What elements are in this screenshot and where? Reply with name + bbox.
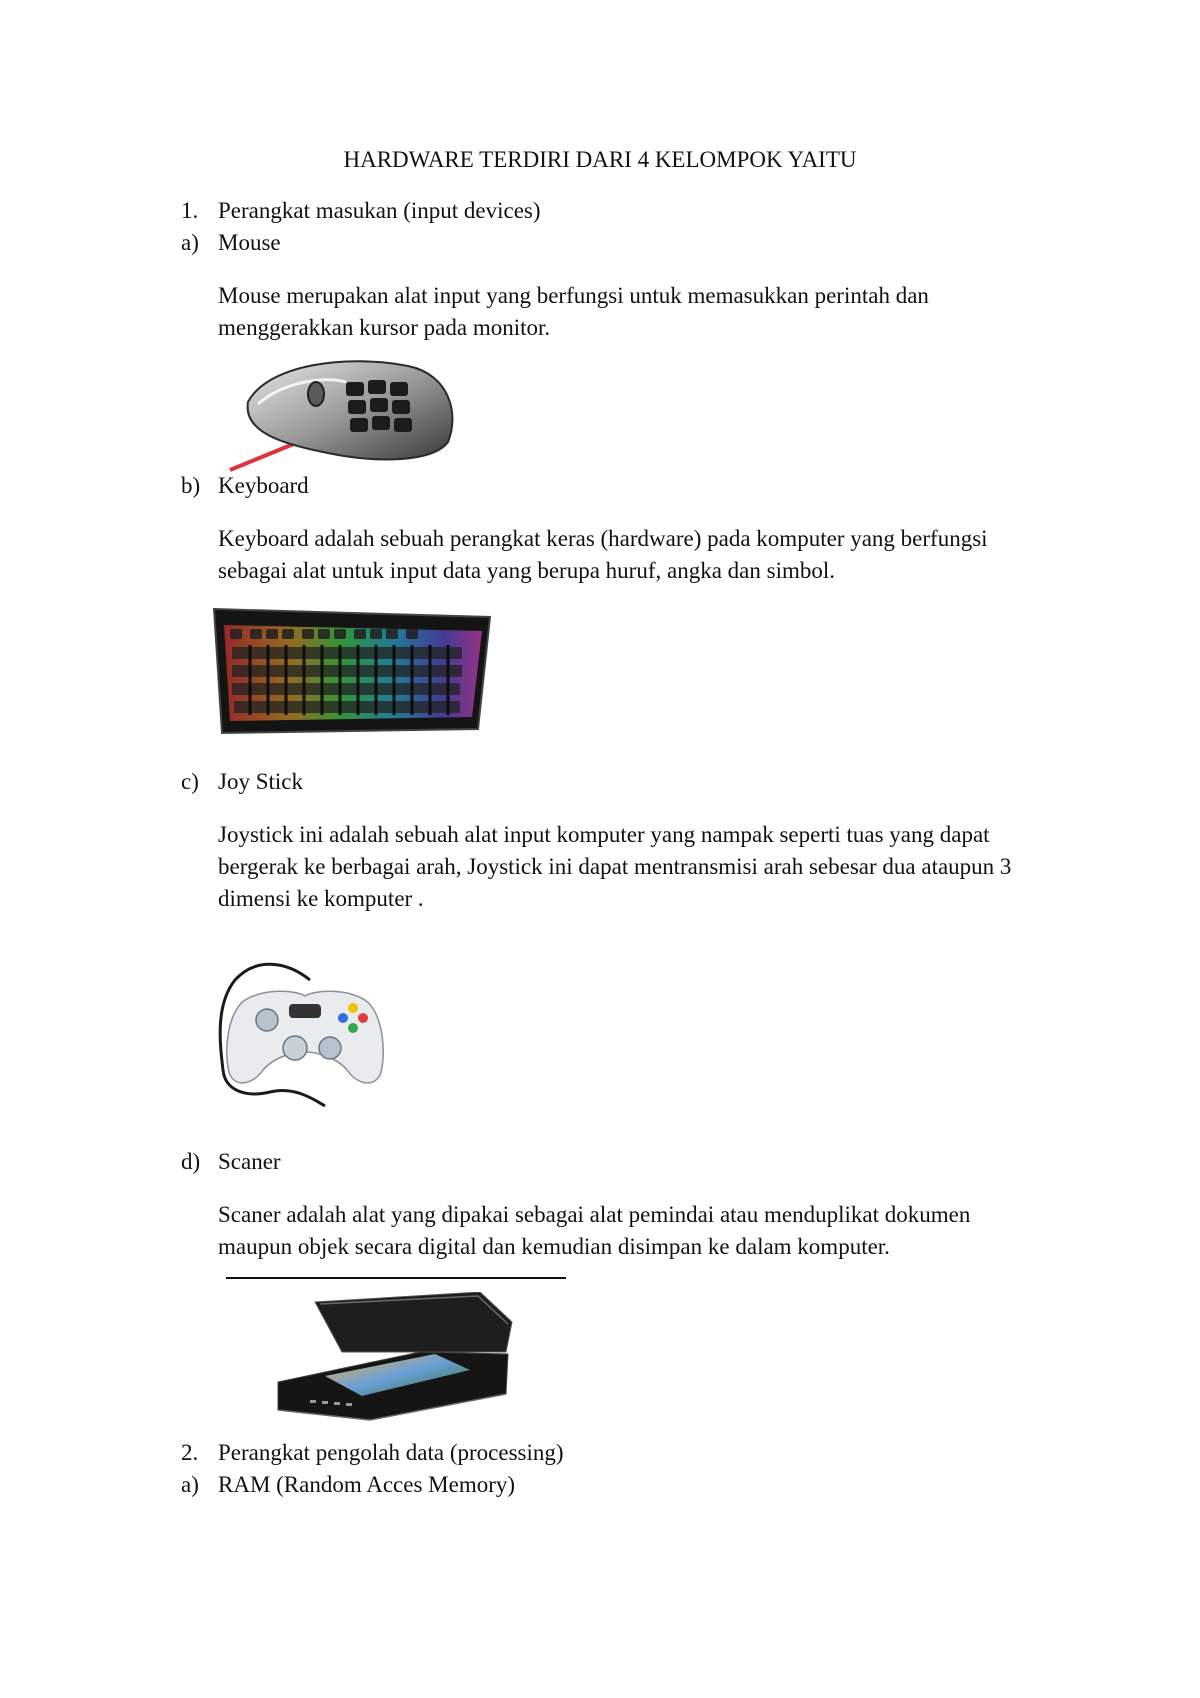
- section-number: 2.: [181, 1440, 199, 1465]
- keyboard-image: [210, 605, 495, 735]
- item-label: Joy Stick: [218, 769, 303, 794]
- paragraph-line: sebagai alat untuk input data yang berupa huruf, angka dan simbol.: [218, 558, 835, 583]
- paragraph-line: Keyboard adalah sebuah perangkat keras (hardware) pada komputer yang berfungsi: [218, 526, 988, 551]
- section-number: 1.: [181, 198, 199, 223]
- item-marker: a): [181, 230, 199, 255]
- item-marker: d): [181, 1149, 201, 1174]
- item-label: Keyboard: [218, 473, 309, 498]
- paragraph-line: Joystick ini adalah sebuah alat input komputer yang nampak seperti tuas yang dapat: [218, 822, 990, 847]
- paragraph-line: bergerak ke berbagai arah, Joystick ini dapat mentransmisi arah sebesar dua ataupun 3: [218, 854, 1012, 879]
- section-heading: Perangkat pengolah data (processing): [218, 1440, 564, 1465]
- item-marker: c): [181, 769, 199, 794]
- paragraph-line: maupun objek secara digital dan kemudian disimpan ke dalam komputer.: [218, 1234, 890, 1259]
- section-heading: Perangkat masukan (input devices): [218, 198, 541, 223]
- page-title: HARDWARE TERDIRI DARI 4 KELOMPOK YAITU: [343, 147, 857, 172]
- item-marker: a): [181, 1472, 199, 1497]
- paragraph-line: dimensi ke komputer .: [218, 886, 424, 911]
- divider-line: [226, 1277, 566, 1279]
- joystick-image: [215, 960, 395, 1110]
- paragraph-line: Mouse merupakan alat input yang berfungsi untuk memasukkan perintah dan: [218, 283, 929, 308]
- item-label: Mouse: [218, 230, 281, 255]
- scanner-image: [270, 1292, 515, 1422]
- item-marker: b): [181, 473, 201, 498]
- item-label: Scaner: [218, 1149, 281, 1174]
- item-label: RAM (Random Acces Memory): [218, 1472, 516, 1497]
- paragraph-line: menggerakkan kursor pada monitor.: [218, 315, 551, 340]
- mouse-image: [228, 352, 468, 472]
- paragraph-line: Scaner adalah alat yang dipakai sebagai alat pemindai atau menduplikat dokumen: [218, 1202, 971, 1227]
